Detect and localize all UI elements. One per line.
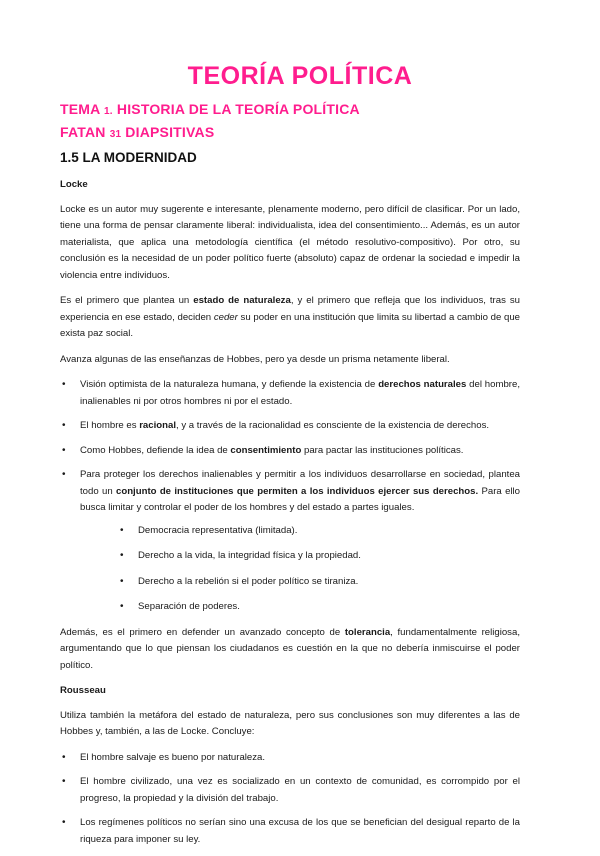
list-item: • Separación de poderes. [118,599,520,616]
bullet-icon: • [120,524,124,536]
list-item: • Democracia representativa (limitada). [118,523,520,540]
list-item: • Derecho a la vida, la integridad física y la propiedad. [118,548,520,565]
bullet-icon: • [62,444,66,456]
rousseau-heading: Rousseau [60,685,106,696]
list-item: • Derecho a la rebelión si el poder político se tiraniza. [118,574,520,591]
document-body [60,177,520,856]
rousseau-paragraph-1: Utiliza también la metáfora del estado de naturaleza, pero sus conclusiones son muy diferentes a las de Hobbes y, también, a las de Locke. Concluye: [60,709,520,737]
list-item: • El hombre es racional, y a través de la racionalidad es consciente de la existencia de derechos. [60,418,520,435]
locke-heading: Locke [60,179,88,190]
list-item: • Como Hobbes, defiende la idea de consentimiento para pactar las instituciones políticas. [60,443,520,460]
locke-paragraph-1: Locke es un autor muy sugerente e interesante, plenamente moderno, pero difícil de clasificar. Por un lado, tiene una forma de pensar claramente liberal: individualista, idea del consentimiento... Además, es un autor materialista, que aplica una metodología científica (el método resolutivo-compositivo). Por otro, su conclusión es la necesidad de un poder político fuerte (absoluto) capaz de ordenar la sociedad e impedir la violencia entre individuos. [60,203,520,281]
locke-paragraph-3: Avanza algunas de las enseñanzas de Hobbes, pero ya desde un prisma netamente liberal. [60,353,450,365]
bullet-icon: • [62,379,66,390]
bullet-icon: • [62,469,66,480]
list-item: • El hombre salvaje es bueno por naturaleza. [60,750,520,767]
locke-bullet-list [60,377,520,616]
bullet-icon: • [62,420,66,431]
rousseau-bullet-list [60,750,520,849]
bullet-icon: • [62,776,66,787]
bullet-icon: • [62,751,66,763]
document-title: TEORÍA POLÍTICA [187,62,413,90]
list-item: • Los regímenes políticos no serían sino una excusa de los que se benefician del desigual reparto de la riqueza para imponer su ley. [62,817,520,845]
bullet-icon: • [120,575,124,587]
locke-sub-list [118,523,520,616]
locke-paragraph-2: Es el primero que plantea un estado de naturaleza, y el primero que refleja que los individuos, tras su experiencia en ese estado, deciden ceder su poder en una institución que limita su libertad a cambio de que exista paz social. [60,295,521,339]
section-title: 1.5 LA MODERNIDAD [60,150,197,165]
list-item: • Para proteger los derechos inalienables y permitir a los individuos desarrollarse en sociedad, plantea todo un conjunto de instituciones que permiten a los individuos ejercer sus derechos. Para ello busca limitar y controlar el poder de los hombres y del estado a partes iguales. • Democracia representativa (limitada). • Derecho a la vida, la integridad física y la propiedad. • Derecho a la rebelión si el poder político se tiraniza. • Separación de poderes. [60,467,520,616]
fatan-heading: FATAN 31 DIAPSITIVAS [60,124,215,140]
locke-paragraph-4: Además, es el primero en defender un avanzado concepto de tolerancia, fundamentalmente religiosa, argumentando que lo que piensan los ciudadanos es cuestión en la que no debería inmiscuirse el poder político. [60,626,520,671]
list-item: • Visión optimista de la naturaleza humana, y defiende la existencia de derechos naturales del hombre, inalienables ni por otros hombres ni por el estado. [62,379,521,407]
bullet-icon: • [120,601,124,612]
tema-heading: TEMA 1. HISTORIA DE LA TEORÍA POLÍTICA [60,101,360,117]
bullet-icon: • [120,550,124,561]
bullet-icon: • [62,817,66,828]
list-item: • El hombre civilizado, una vez es socializado en un contexto de comunidad, es corrompido por el progreso, la propiedad y la división del trabajo. [62,776,520,804]
